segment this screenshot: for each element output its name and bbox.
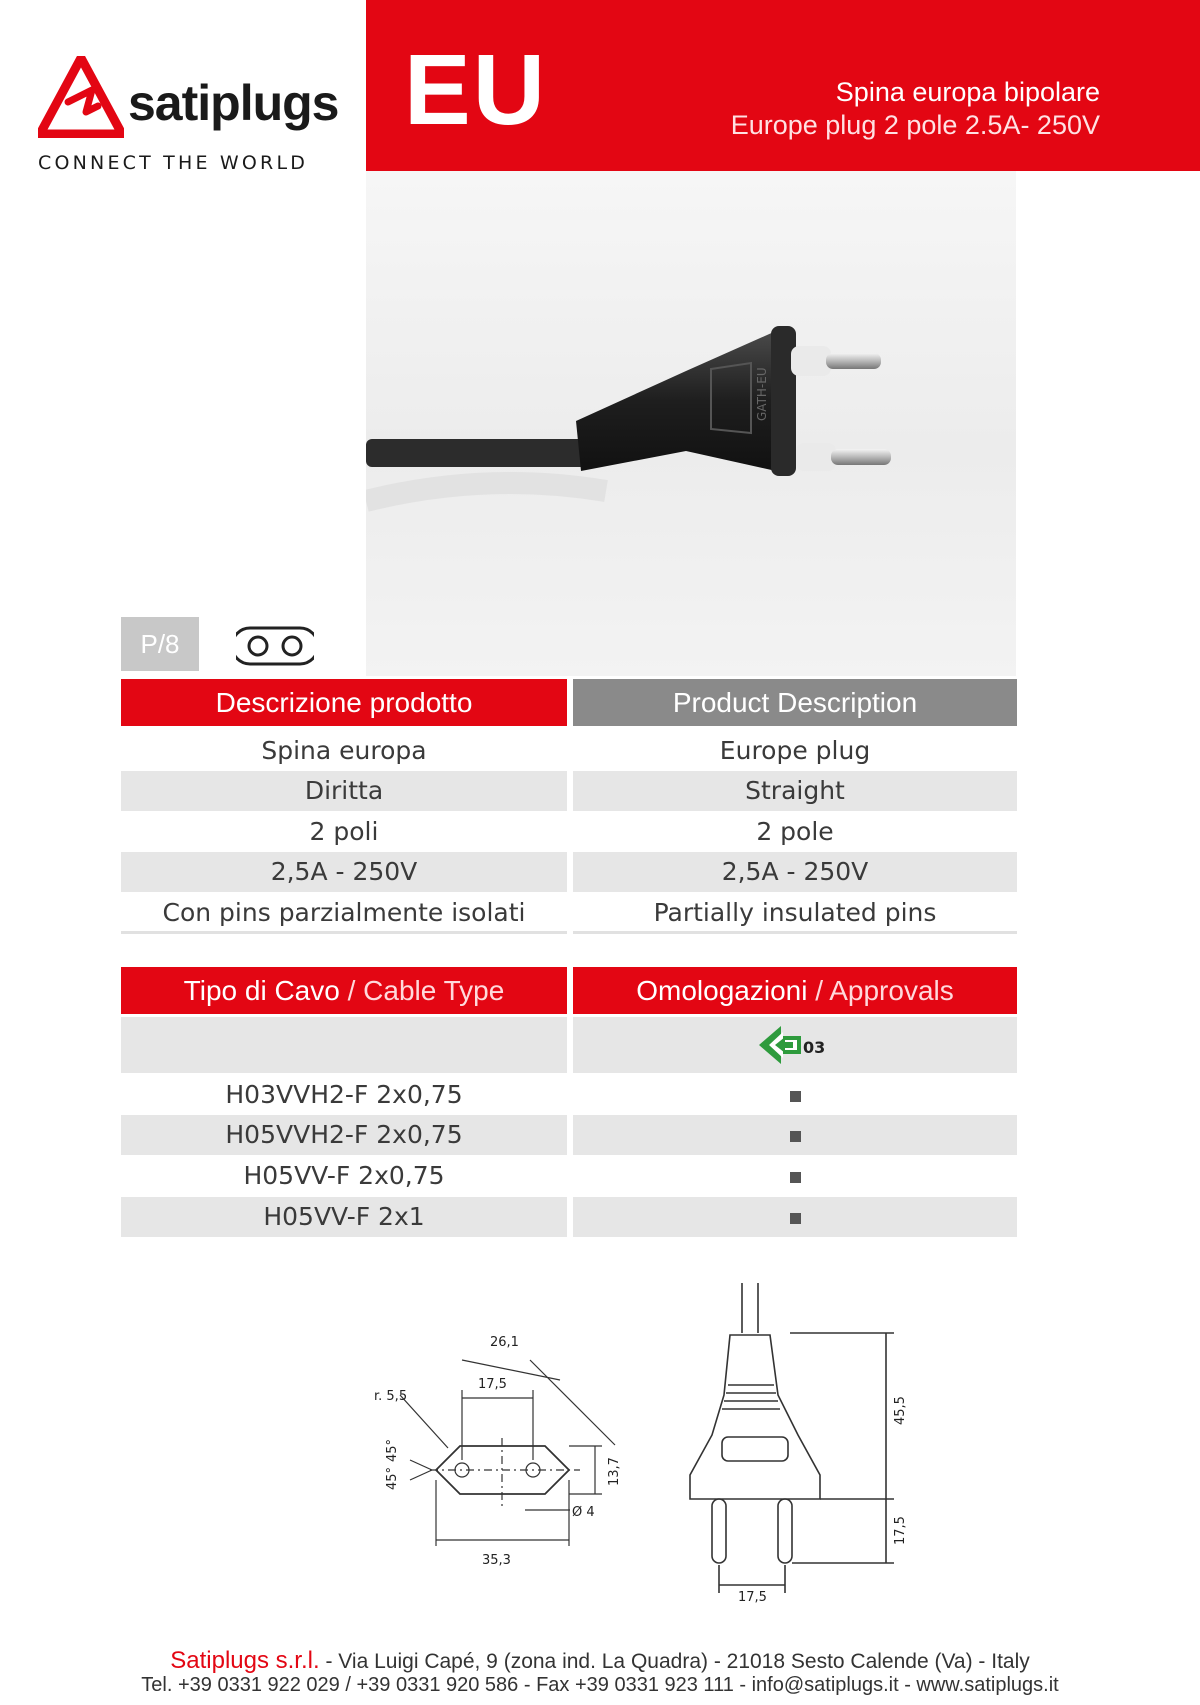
approvals-header [573,967,1017,1014]
approval-check [573,1197,1017,1237]
approval-mark-cell [573,1017,1017,1073]
dimension-label: 13,7 [607,1457,622,1486]
cable-row: H05VVH2-F 2x0,75 [121,1115,567,1155]
dimension-label: 45° [385,1466,400,1490]
plug-photo-illustration [366,171,1016,676]
footer-address-line [0,1647,1200,1675]
approval-check [573,1156,1017,1196]
approved-square-icon [790,1131,801,1142]
cable-type-header [121,967,567,1014]
description-header-italian: Descrizione prodotto [121,679,567,726]
dimension-label: 26,1 [490,1335,519,1350]
dimension-label: 35,3 [482,1553,511,1568]
description-row-en: Europe plug [719,736,871,765]
brand-tagline: CONNECT THE WORLD [38,152,309,174]
header-separator: / [807,975,830,1006]
dimension-label: 45,5 [893,1396,908,1425]
dimension-label: 17,5 [478,1377,507,1392]
header-separator: / [339,975,364,1006]
cable-row: H05VV-F 2x0,75 [243,1161,445,1190]
approval-mark-code: 03 [803,1038,826,1057]
socket-outline-icon [236,625,314,667]
dimension-label: 45° [385,1438,400,1462]
approvals-header-italian: Omologazioni [636,975,808,1006]
plug-body-marking: GATH-EU [755,367,769,421]
product-badge: P/8 [121,617,199,671]
approval-check [573,1115,1017,1155]
description-row-en: 2,5A - 250V [573,852,1017,892]
product-code: EU [404,34,547,146]
dimension-label: r. 5,5 [374,1389,408,1404]
dimension-label: Ø 4 [572,1505,595,1520]
dimension-label: 17,5 [738,1590,767,1605]
approved-square-icon [790,1172,801,1183]
side-view-drawing [670,1275,930,1605]
dimension-label: 17,5 [893,1516,908,1545]
description-row-en: 2 pole [756,817,834,846]
approved-square-icon [790,1213,801,1224]
approved-square-icon [790,1091,801,1102]
description-row-en: Partially insulated pins [573,893,1017,934]
cable-row: H03VVH2-F 2x0,75 [225,1080,463,1109]
description-row-it: Diritta [121,771,567,811]
product-photo [366,171,1016,676]
footer-contacts: Tel. +39 0331 922 029 / +39 0331 920 586 - Fax +39 0331 923 111 - info@satiplugs.it - www.satiplugs.it [141,1674,1059,1696]
cable-type-header-italian: Tipo di Cavo [183,975,340,1006]
description-row-it: Spina europa [261,736,427,765]
approvals-header-english: Approvals [829,975,954,1006]
subtitle-italian: Spina europa bipolare [835,77,1100,107]
description-header-english: Product Description [573,679,1017,726]
description-row-it: Con pins parzialmente isolati [121,893,567,934]
subtitle-english: Europe plug 2 pole 2.5A- 250V [730,110,1100,140]
description-row-en: Straight [573,771,1017,811]
brand-name: satiplugs [128,75,339,131]
approval-check [573,1075,1017,1115]
cable-type-header-english: Cable Type [363,975,505,1006]
imq-approval-icon [755,1022,835,1068]
description-row-it: 2 poli [309,817,379,846]
front-view-drawing [370,1320,640,1580]
approval-mark-row-spacer [121,1017,567,1073]
footer-address: - Via Luigi Capé, 9 (zona ind. La Quadra) - 21018 Sesto Calende (Va) - Italy [319,1650,1030,1673]
description-row-it: 2,5A - 250V [121,852,567,892]
cable-row: H05VV-F 2x1 [121,1197,567,1237]
footer-company-name: Satiplugs s.r.l. [170,1647,320,1674]
brand-logo-icon [38,56,124,138]
